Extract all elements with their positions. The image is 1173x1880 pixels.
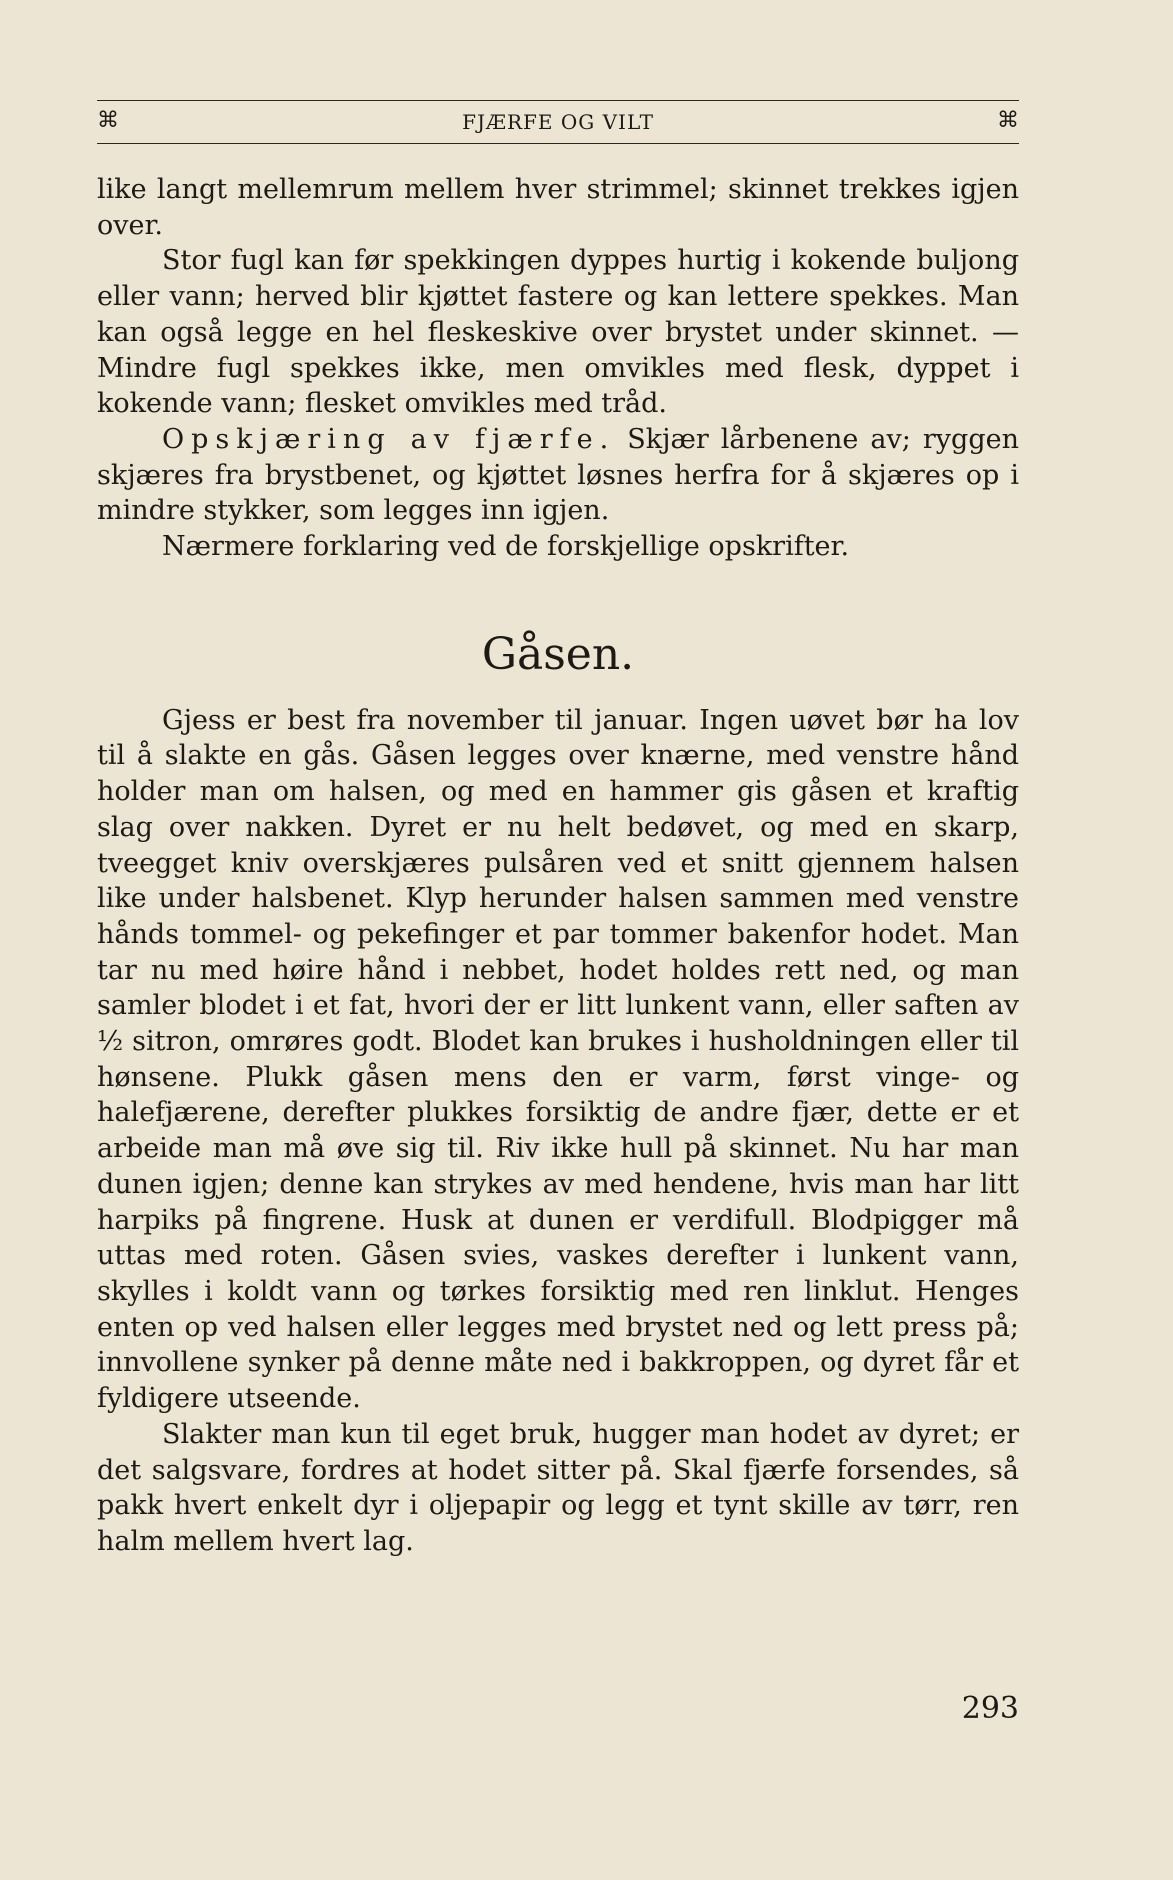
paragraph-opskjaering-text: Skjær lårbenene av; ryggen skjæres fra brystbenet, og kjøttet løsnes herfra for å skjæres op i mindre stykker, som legges inn igjen.	[97, 423, 1019, 527]
running-header	[97, 100, 1019, 144]
section-heading: Gåsen.	[481, 628, 635, 680]
header-ornament-right-icon: ⌘	[997, 108, 1019, 133]
paragraph-continued: like langt mellemrum mellem hver strimmel; skinnet trekkes igjen over.	[97, 174, 1019, 241]
paragraph-gjess: Gjess er best fra november til januar. Ingen uøvet bør ha lov til å slakte en gås. Gåsen legges over knærne, med venstre hånd holder man om halsen, og med en hammer gis gåsen et kraftig slag over nakken. Dyret er nu helt bedøvet, og med en skarp, tveegget kniv overskjæres pulsåren ved et snitt gjennem halsen like under halsbenet. Klyp herunder halsen sammen med venstre hånds tommel- og pekefinger et par tommer bakenfor hodet. Man tar nu med høire hånd i nebbet, hodet holdes rett ned, og man samler blodet i et fat, hvori der er litt lunkent vann, eller saften av ½ sitron, omrøres godt. Blodet kan brukes i husholdningen eller til hønsene. Plukk gåsen mens den er varm, først vinge- og halefjærene, derefter plukkes forsiktig de andre fjær, dette er et arbeide man må øve sig til. Riv ikke hull på skinnet. Nu har man dunen igjen; denne kan strykes av med hendene, hvis man har litt harpiks på fingrene. Husk at dunen er verdifull. Blodpigger må uttas med roten. Gåsen svies, vaskes derefter i lunkent vann, skylles i koldt vann og tørkes forsiktig med ren linklut. Henges enten op ved halsen eller legges med brystet ned og lett press på; innvollene synker på denne måte ned i bakkroppen, og dyret får et fyldigere utseende.	[97, 704, 1019, 1415]
paragraph-slakter: Slakter man kun til eget bruk, hugger man hodet av dyret; er det salgsvare, fordres at hodet sitter på. Skal fjærfe forsendes, så pakk hvert enkelt dyr i oljepapir og legg et tynt skille av tørr, ren halm mellem hvert lag.	[97, 1418, 1019, 1557]
paragraph-stor-fugl: Stor fugl kan før spekkingen dyppes hurtig i kokende buljong eller vann; herved blir kjøttet fastere og kan lettere spekkes. Man kan også legge en hel fleskeskive over brystet under skinnet. — Mindre fugl spekkes ikke, men omvikles med flesk, dyppet i kokende vann; flesket omvikles med tråd.	[97, 245, 1019, 420]
spaced-subheading: Opskjæring av fjærfe.	[162, 423, 616, 455]
paragraph-opskjaering	[97, 422, 1019, 529]
running-head-title: FJÆRFE OG VILT	[462, 110, 654, 134]
page-body	[97, 172, 1019, 1560]
page-number: 293	[961, 1691, 1019, 1726]
header-ornament-left-icon: ⌘	[97, 108, 119, 133]
paragraph-naermere: Nærmere forklaring ved de forskjellige opskrifter.	[162, 531, 850, 563]
book-page	[97, 100, 1019, 1800]
